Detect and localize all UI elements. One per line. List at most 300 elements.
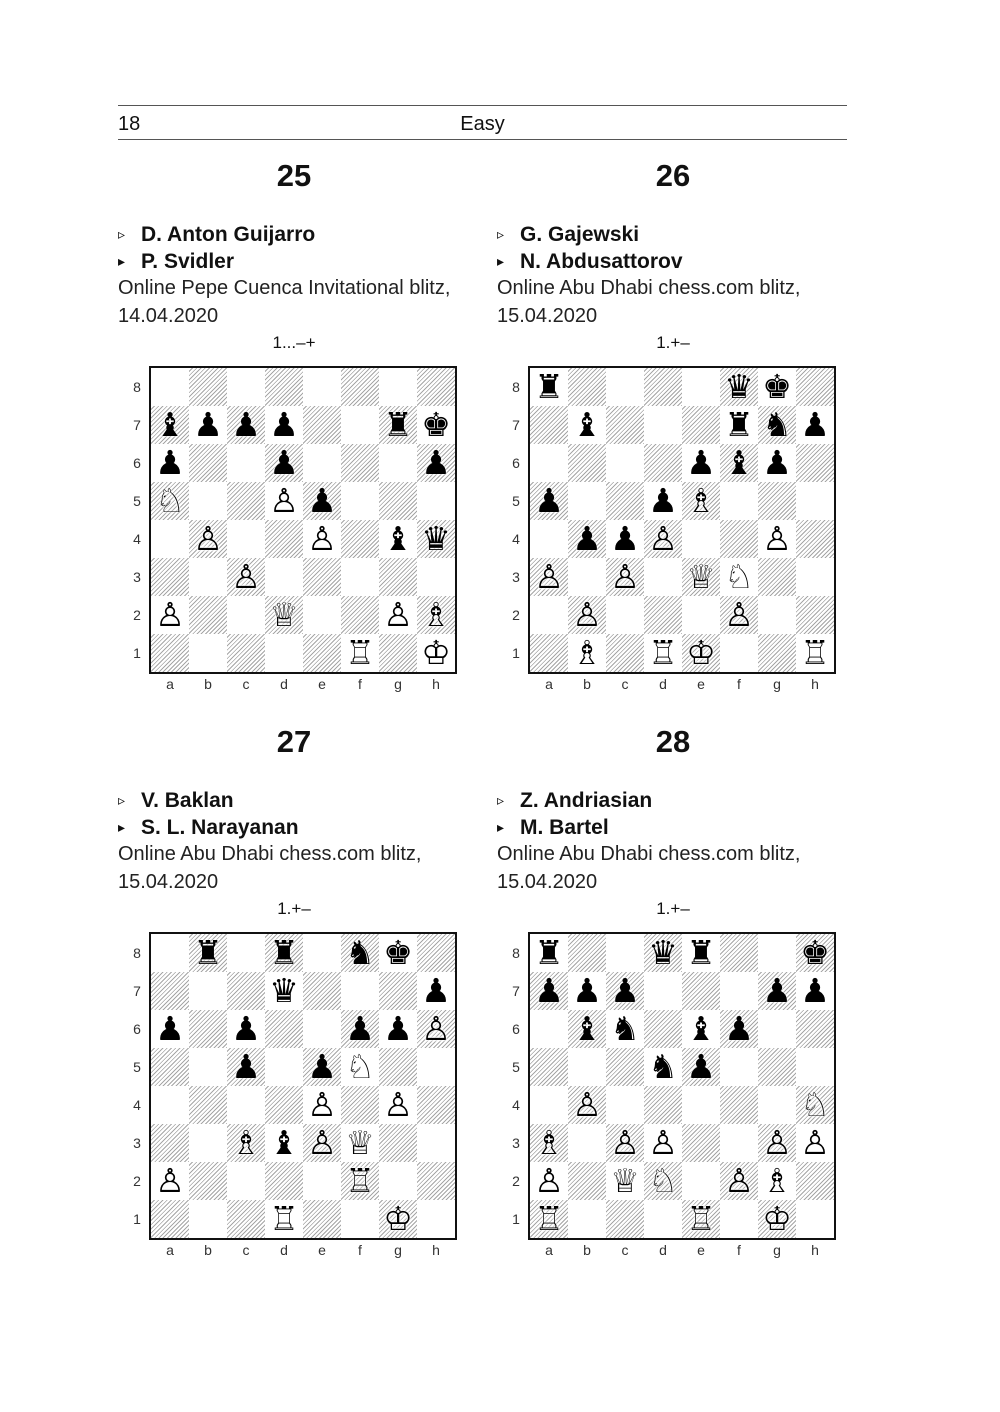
- square-c6: [606, 1010, 644, 1048]
- white-player: [118, 220, 315, 249]
- square-d7: [265, 406, 303, 444]
- white-pawn-icon: ♙: [648, 519, 678, 558]
- black-queen-icon: ♛: [648, 933, 678, 972]
- white-king-icon: ♔: [686, 633, 716, 672]
- square-e5: [682, 482, 720, 520]
- white-pawn-icon: ♙: [421, 1009, 451, 1048]
- square-a4: [530, 520, 568, 558]
- square-h4: [417, 520, 455, 558]
- rank-label: 2: [512, 1173, 520, 1189]
- white-bishop-icon: ♗: [231, 1123, 261, 1162]
- square-a2: [530, 1162, 568, 1200]
- square-a8: [151, 368, 189, 406]
- square-b5: [568, 482, 606, 520]
- black-pawn-icon: ♟: [155, 443, 185, 482]
- white-rook-icon: ♖: [686, 1199, 716, 1238]
- black-pawn-icon: ♟: [610, 519, 640, 558]
- board-container: [497, 366, 849, 701]
- rank-label: 3: [133, 1135, 141, 1151]
- square-f6: [341, 444, 379, 482]
- file-label: a: [166, 1242, 174, 1258]
- rank-label: 1: [512, 645, 520, 661]
- square-e4: [303, 1086, 341, 1124]
- white-to-move-marker-icon: ▹: [118, 792, 126, 808]
- event-line-2: 15.04.2020: [497, 871, 598, 893]
- white-knight-icon: ♘: [345, 1047, 375, 1086]
- square-b4: [568, 520, 606, 558]
- square-e7: [682, 406, 720, 444]
- rank-label: 8: [133, 379, 141, 395]
- square-f1: [720, 1200, 758, 1238]
- white-king-icon: ♔: [383, 1199, 413, 1238]
- chess-board: [149, 366, 457, 674]
- square-c2: [227, 1162, 265, 1200]
- board-container: [118, 932, 470, 1267]
- square-e8: [682, 934, 720, 972]
- square-g4: [758, 1086, 796, 1124]
- square-c5: [606, 482, 644, 520]
- square-a4: [530, 1086, 568, 1124]
- square-f2: [341, 596, 379, 634]
- white-pawn-icon: ♙: [762, 1123, 792, 1162]
- chess-board: [528, 366, 836, 674]
- square-g6: [758, 444, 796, 482]
- square-f8: [341, 934, 379, 972]
- square-a7: [530, 972, 568, 1010]
- black-player: [497, 247, 683, 276]
- square-f2: [341, 1162, 379, 1200]
- file-label: f: [358, 676, 362, 692]
- white-pawn-icon: ♙: [534, 1161, 564, 1200]
- black-pawn-icon: ♟: [421, 971, 451, 1010]
- square-b1: [189, 1200, 227, 1238]
- square-d5: [644, 1048, 682, 1086]
- square-g5: [379, 1048, 417, 1086]
- square-b2: [568, 596, 606, 634]
- black-pawn-icon: ♟: [155, 1009, 185, 1048]
- event-line-1: Online Abu Dhabi chess.com blitz,: [497, 277, 801, 299]
- white-bishop-icon: ♗: [534, 1123, 564, 1162]
- black-pawn-icon: ♟: [534, 971, 564, 1010]
- square-h3: [417, 1124, 455, 1162]
- square-g6: [379, 1010, 417, 1048]
- black-pawn-icon: ♟: [421, 443, 451, 482]
- black-rook-icon: ♜: [534, 933, 564, 972]
- white-pawn-icon: ♙: [231, 557, 261, 596]
- white-king-icon: ♔: [421, 633, 451, 672]
- file-label: e: [318, 676, 326, 692]
- square-g4: [758, 520, 796, 558]
- square-b6: [568, 1010, 606, 1048]
- square-a3: [530, 1124, 568, 1162]
- black-pawn-icon: ♟: [686, 1047, 716, 1086]
- square-a5: [530, 1048, 568, 1086]
- square-g7: [758, 972, 796, 1010]
- file-label: f: [737, 676, 741, 692]
- square-b3: [568, 558, 606, 596]
- file-label: d: [659, 676, 667, 692]
- black-rook-icon: ♜: [686, 933, 716, 972]
- black-pawn-icon: ♟: [572, 971, 602, 1010]
- square-e2: [303, 596, 341, 634]
- board-container: [497, 932, 849, 1267]
- file-label: f: [358, 1242, 362, 1258]
- white-knight-icon: ♘: [648, 1161, 678, 1200]
- white-player-name: V. Baklan: [141, 789, 234, 812]
- square-c5: [227, 482, 265, 520]
- white-rook-icon: ♖: [800, 633, 830, 672]
- square-e3: [682, 558, 720, 596]
- rank-label: 8: [133, 945, 141, 961]
- black-king-icon: ♚: [800, 933, 830, 972]
- black-bishop-icon: ♝: [572, 1009, 602, 1048]
- black-king-icon: ♚: [421, 405, 451, 444]
- square-c7: [227, 972, 265, 1010]
- file-label: c: [242, 676, 250, 692]
- square-f8: [341, 368, 379, 406]
- square-e2: [682, 596, 720, 634]
- square-a8: [530, 368, 568, 406]
- square-d5: [265, 482, 303, 520]
- square-e4: [682, 520, 720, 558]
- white-bishop-icon: ♗: [762, 1161, 792, 1200]
- rank-label: 4: [133, 1097, 141, 1113]
- square-h5: [796, 1048, 834, 1086]
- square-g4: [379, 520, 417, 558]
- evaluation: 1...–+: [272, 333, 316, 352]
- square-d4: [265, 520, 303, 558]
- square-f2: [720, 1162, 758, 1200]
- event-line-2: 15.04.2020: [497, 305, 598, 327]
- file-label: e: [697, 1242, 705, 1258]
- square-e1: [682, 1200, 720, 1238]
- white-player: [497, 220, 639, 249]
- square-f6: [341, 1010, 379, 1048]
- file-label: g: [394, 676, 402, 692]
- square-d2: [265, 596, 303, 634]
- square-a6: [151, 444, 189, 482]
- square-h6: [796, 1010, 834, 1048]
- square-e1: [682, 634, 720, 672]
- file-label: b: [583, 1242, 591, 1258]
- black-pawn-icon: ♟: [686, 443, 716, 482]
- square-f6: [720, 444, 758, 482]
- square-c8: [606, 934, 644, 972]
- evaluation: 1.+–: [277, 899, 311, 918]
- white-queen-icon: ♕: [686, 557, 716, 596]
- rank-label: 5: [133, 1059, 141, 1075]
- square-g1: [379, 1200, 417, 1238]
- square-e2: [303, 1162, 341, 1200]
- square-f5: [720, 1048, 758, 1086]
- square-f4: [341, 1086, 379, 1124]
- white-bishop-icon: ♗: [421, 595, 451, 634]
- event-line-1: Online Pepe Cuenca Invitational blitz,: [118, 277, 451, 299]
- square-f1: [720, 634, 758, 672]
- square-h4: [417, 1086, 455, 1124]
- evaluation: 1.+–: [656, 333, 690, 352]
- file-label: g: [773, 676, 781, 692]
- square-b6: [189, 1010, 227, 1048]
- square-d2: [644, 596, 682, 634]
- file-label: e: [318, 1242, 326, 1258]
- square-d3: [644, 1124, 682, 1162]
- square-d2: [265, 1162, 303, 1200]
- black-queen-icon: ♛: [724, 367, 754, 406]
- square-a2: [151, 596, 189, 634]
- black-pawn-icon: ♟: [534, 481, 564, 520]
- square-c4: [606, 520, 644, 558]
- file-label: d: [280, 676, 288, 692]
- square-g2: [379, 1162, 417, 1200]
- black-bishop-icon: ♝: [572, 405, 602, 444]
- square-h5: [796, 482, 834, 520]
- white-bishop-icon: ♗: [572, 633, 602, 672]
- square-b8: [189, 368, 227, 406]
- square-c6: [606, 444, 644, 482]
- file-label: f: [737, 1242, 741, 1258]
- rank-label: 4: [133, 531, 141, 547]
- white-pawn-icon: ♙: [155, 595, 185, 634]
- white-pawn-icon: ♙: [383, 1085, 413, 1124]
- black-king-icon: ♚: [762, 367, 792, 406]
- rank-label: 3: [512, 1135, 520, 1151]
- square-b7: [568, 406, 606, 444]
- square-g1: [379, 634, 417, 672]
- square-g7: [758, 406, 796, 444]
- black-pawn-icon: ♟: [572, 519, 602, 558]
- file-label: b: [204, 1242, 212, 1258]
- square-b5: [568, 1048, 606, 1086]
- black-pawn-icon: ♟: [231, 405, 261, 444]
- black-player-name: N. Abdusattorov: [520, 250, 683, 273]
- black-pawn-icon: ♟: [269, 405, 299, 444]
- black-knight-icon: ♞: [648, 1047, 678, 1086]
- square-c6: [227, 444, 265, 482]
- square-c3: [606, 1124, 644, 1162]
- square-c4: [227, 520, 265, 558]
- square-f1: [341, 1200, 379, 1238]
- square-a1: [151, 1200, 189, 1238]
- square-d2: [644, 1162, 682, 1200]
- file-label: h: [811, 1242, 819, 1258]
- square-b6: [568, 444, 606, 482]
- puzzle-number: 27: [276, 724, 312, 759]
- square-g6: [379, 444, 417, 482]
- square-a8: [530, 934, 568, 972]
- white-pawn-icon: ♙: [572, 595, 602, 634]
- rank-label: 2: [512, 607, 520, 623]
- square-e3: [303, 1124, 341, 1162]
- black-queen-icon: ♛: [269, 971, 299, 1010]
- rank-label: 3: [512, 569, 520, 585]
- white-pawn-icon: ♙: [307, 1123, 337, 1162]
- square-g7: [379, 972, 417, 1010]
- black-knight-icon: ♞: [762, 405, 792, 444]
- square-c8: [227, 368, 265, 406]
- square-g2: [379, 596, 417, 634]
- black-rook-icon: ♜: [193, 933, 223, 972]
- square-c7: [606, 406, 644, 444]
- puzzle-number: 26: [655, 158, 691, 193]
- square-b8: [568, 368, 606, 406]
- evaluation: 1.+–: [656, 899, 690, 918]
- square-h5: [417, 482, 455, 520]
- square-e5: [682, 1048, 720, 1086]
- header-top-rule: [118, 105, 847, 106]
- rank-label: 8: [512, 945, 520, 961]
- black-player-name: S. L. Narayanan: [141, 816, 299, 839]
- white-player: [497, 786, 652, 815]
- black-king-icon: ♚: [383, 933, 413, 972]
- file-label: h: [811, 676, 819, 692]
- chess-board: [528, 932, 836, 1240]
- square-a7: [151, 406, 189, 444]
- event-line-2: 14.04.2020: [118, 305, 219, 327]
- square-e8: [303, 934, 341, 972]
- square-g7: [379, 406, 417, 444]
- square-c5: [227, 1048, 265, 1086]
- square-g5: [758, 1048, 796, 1086]
- square-f8: [720, 934, 758, 972]
- white-queen-icon: ♕: [269, 595, 299, 634]
- white-pawn-icon: ♙: [610, 557, 640, 596]
- square-b6: [189, 444, 227, 482]
- square-c3: [606, 558, 644, 596]
- square-a4: [151, 520, 189, 558]
- square-f8: [720, 368, 758, 406]
- black-bishop-icon: ♝: [269, 1123, 299, 1162]
- black-pawn-icon: ♟: [269, 443, 299, 482]
- square-e3: [682, 1124, 720, 1162]
- white-pawn-icon: ♙: [572, 1085, 602, 1124]
- square-d8: [265, 368, 303, 406]
- square-b4: [568, 1086, 606, 1124]
- black-bishop-icon: ♝: [383, 519, 413, 558]
- square-c7: [227, 406, 265, 444]
- black-pawn-icon: ♟: [724, 1009, 754, 1048]
- file-label: c: [621, 676, 629, 692]
- white-player-name: D. Anton Guijarro: [141, 223, 316, 246]
- square-f4: [720, 520, 758, 558]
- rank-label: 5: [133, 493, 141, 509]
- square-g3: [379, 1124, 417, 1162]
- square-b2: [189, 596, 227, 634]
- board-container: [118, 366, 470, 701]
- file-label: a: [545, 1242, 553, 1258]
- square-d6: [644, 444, 682, 482]
- black-rook-icon: ♜: [724, 405, 754, 444]
- square-g8: [379, 934, 417, 972]
- square-b8: [568, 934, 606, 972]
- square-h3: [796, 558, 834, 596]
- square-e4: [303, 520, 341, 558]
- white-bishop-icon: ♗: [686, 481, 716, 520]
- square-b1: [568, 634, 606, 672]
- square-d7: [265, 972, 303, 1010]
- square-a5: [151, 482, 189, 520]
- square-c3: [227, 558, 265, 596]
- square-g3: [379, 558, 417, 596]
- square-b2: [568, 1162, 606, 1200]
- square-g8: [758, 368, 796, 406]
- square-e5: [303, 482, 341, 520]
- square-b7: [568, 972, 606, 1010]
- square-f6: [720, 1010, 758, 1048]
- black-pawn-icon: ♟: [800, 405, 830, 444]
- square-d1: [644, 634, 682, 672]
- black-pawn-icon: ♟: [307, 1047, 337, 1086]
- file-label: a: [545, 676, 553, 692]
- square-g3: [758, 1124, 796, 1162]
- black-to-move-marker-icon: ▸: [118, 819, 126, 835]
- square-h4: [796, 1086, 834, 1124]
- square-e7: [303, 972, 341, 1010]
- square-e6: [303, 1010, 341, 1048]
- square-e3: [303, 558, 341, 596]
- black-pawn-icon: ♟: [307, 481, 337, 520]
- rank-label: 5: [512, 493, 520, 509]
- square-f7: [720, 406, 758, 444]
- square-h6: [417, 1010, 455, 1048]
- square-f5: [341, 482, 379, 520]
- black-pawn-icon: ♟: [762, 443, 792, 482]
- white-pawn-icon: ♙: [307, 519, 337, 558]
- rank-label: 7: [512, 983, 520, 999]
- rank-label: 7: [133, 983, 141, 999]
- file-label: d: [280, 1242, 288, 1258]
- black-bishop-icon: ♝: [724, 443, 754, 482]
- rank-label: 6: [512, 455, 520, 471]
- rank-label: 6: [512, 1021, 520, 1037]
- square-c4: [227, 1086, 265, 1124]
- square-a4: [151, 1086, 189, 1124]
- black-pawn-icon: ♟: [231, 1047, 261, 1086]
- rank-label: 5: [512, 1059, 520, 1075]
- black-pawn-icon: ♟: [762, 971, 792, 1010]
- square-a1: [530, 634, 568, 672]
- white-knight-icon: ♘: [724, 557, 754, 596]
- square-h1: [796, 1200, 834, 1238]
- white-queen-icon: ♕: [345, 1123, 375, 1162]
- square-g3: [758, 558, 796, 596]
- white-pawn-icon: ♙: [648, 1123, 678, 1162]
- black-pawn-icon: ♟: [231, 1009, 261, 1048]
- white-pawn-icon: ♙: [193, 519, 223, 558]
- square-h2: [417, 596, 455, 634]
- square-d6: [644, 1010, 682, 1048]
- square-d8: [265, 934, 303, 972]
- file-label: c: [621, 1242, 629, 1258]
- square-h6: [796, 444, 834, 482]
- white-pawn-icon: ♙: [762, 519, 792, 558]
- square-f7: [341, 406, 379, 444]
- square-g1: [758, 1200, 796, 1238]
- white-rook-icon: ♖: [345, 633, 375, 672]
- square-c1: [227, 1200, 265, 1238]
- black-player-name: M. Bartel: [520, 816, 609, 839]
- square-d7: [644, 406, 682, 444]
- square-g5: [758, 482, 796, 520]
- rank-label: 4: [512, 1097, 520, 1113]
- black-bishop-icon: ♝: [155, 405, 185, 444]
- square-c8: [606, 368, 644, 406]
- square-g4: [379, 1086, 417, 1124]
- black-pawn-icon: ♟: [193, 405, 223, 444]
- square-c2: [606, 596, 644, 634]
- square-f3: [341, 1124, 379, 1162]
- black-pawn-icon: ♟: [648, 481, 678, 520]
